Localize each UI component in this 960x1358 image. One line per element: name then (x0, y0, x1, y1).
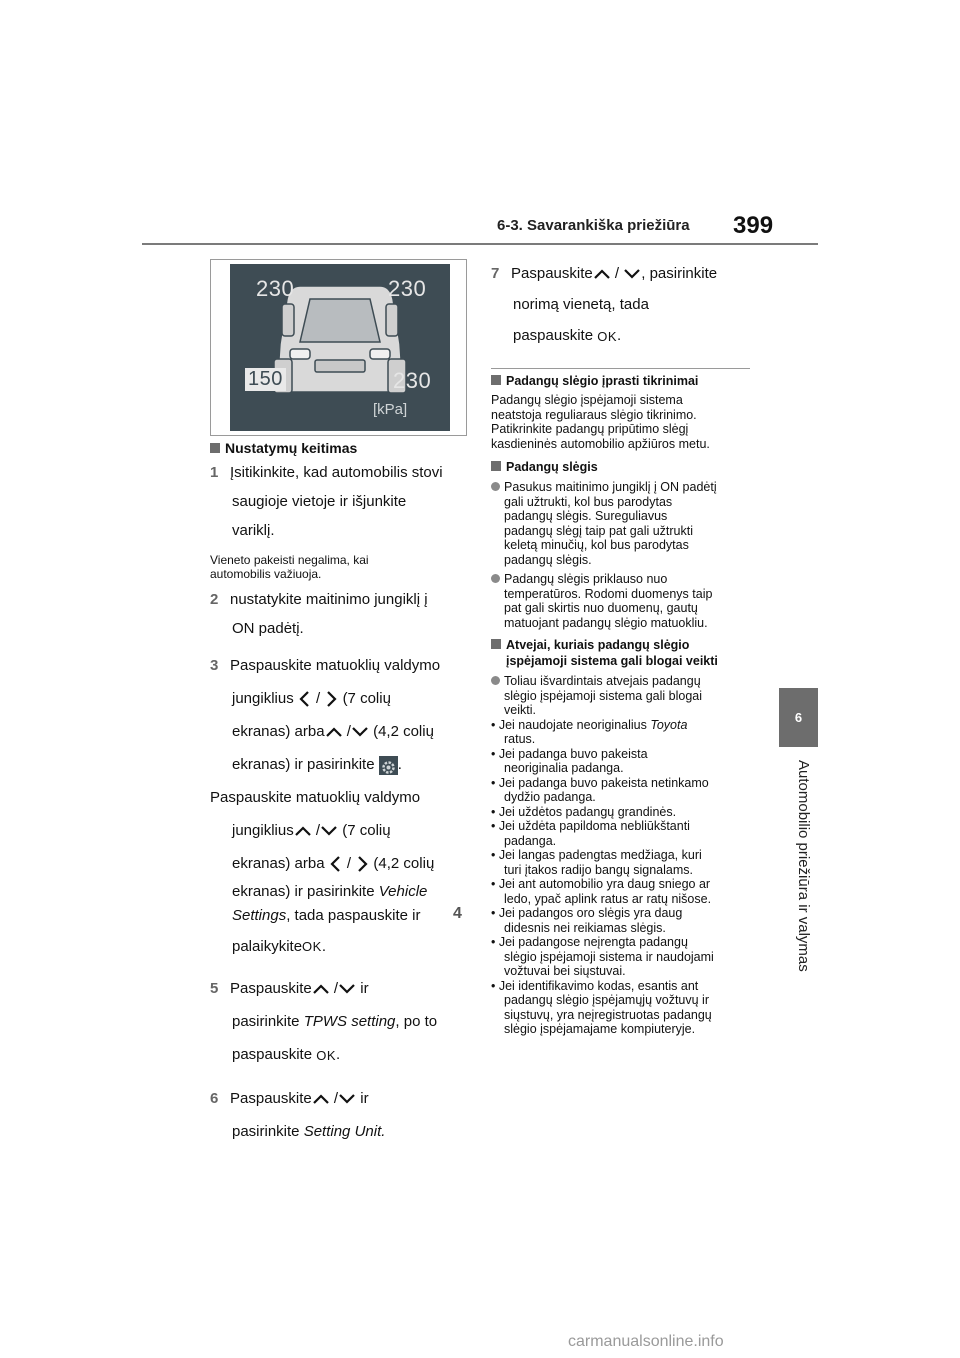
step-text: ekranas) arba (232, 723, 325, 740)
step-number: 6 (210, 1089, 219, 1107)
step-4-number: 4 (453, 905, 462, 922)
item-text: slėgio įspėjamajame kompiuteryje. (504, 1022, 696, 1036)
note-line: Vieneto pakeisti negalima, kai (210, 553, 369, 567)
section-heading (210, 440, 470, 456)
para-text: . (321, 938, 327, 955)
chapter-title: Automobilio priežiūra ir valymas (795, 760, 812, 972)
step-number: 7 (491, 265, 500, 282)
bullet-dot-icon (491, 574, 500, 583)
step-2 (210, 585, 470, 643)
subsection-title (491, 460, 751, 474)
chevron-up-icon (294, 825, 312, 837)
subsection-title (491, 374, 751, 388)
step-text: (4,2 colių (373, 723, 434, 740)
step-7 (491, 258, 751, 352)
header-divider (142, 243, 818, 245)
step-text: jungiklius (232, 690, 294, 707)
step-number: 5 (210, 980, 219, 998)
tire-pressure-display (230, 264, 450, 431)
item-text: didesnis nei reikiamas slėgis. (504, 920, 666, 935)
bullet-line: Pasukus maitinimo jungiklį į ON padėtį (504, 480, 717, 494)
item-text: dydžio padanga. (504, 790, 596, 804)
item-text: • Jei padanga buvo pakeista netinkamo (491, 775, 709, 790)
bullet-line: gali užtrukti, kol bus parodytas (504, 494, 673, 509)
step-text: Įsitikinkite, kad automobilis stovi (230, 464, 443, 481)
chevron-left-icon (298, 690, 312, 708)
bullet-line: pat gali skirtis nuo duomenų, gautų (504, 601, 698, 615)
step-text: Paspauskite matuoklių valdymo (230, 657, 441, 674)
chevron-right-icon (355, 855, 369, 873)
separator: / (346, 723, 351, 740)
rear-right-pressure: 230 (393, 368, 432, 393)
item-text: ratus. (504, 732, 536, 746)
list-item (491, 805, 751, 820)
separator: / (315, 822, 321, 839)
para-line: kasdieninės automobilio apžiūros metu. (491, 436, 710, 451)
chevron-up-icon (312, 1093, 330, 1105)
step-text: ekranas) ir pasirinkite (232, 756, 375, 773)
item-text: • Jei padanga buvo pakeista (491, 746, 648, 761)
step-text: . (617, 327, 622, 344)
list-item (491, 979, 751, 1037)
para-text: palaikykite (232, 938, 303, 955)
section-header: 6-3. Savarankiška priežiūra (497, 217, 690, 234)
item-text: • Jei uždėtos padangų grandinės. (491, 804, 677, 819)
step-text: . (397, 756, 402, 773)
list-item (491, 877, 751, 906)
item-text: ledo, ypač aplink ratus ar ratų nišose. (504, 891, 712, 906)
item-text: padangų slėgio įspėjamųjų vožtuvų ir (504, 993, 709, 1007)
item-text: • Jei padangose neįrengta padangų (491, 935, 688, 949)
brand-name: Toyota (650, 717, 688, 732)
ok-button-icon: OK (302, 939, 322, 955)
para-text: ekranas) ir pasirinkite (232, 883, 375, 900)
watermark[interactable]: carmanualsonline.info (568, 1333, 724, 1350)
square-bullet-icon (210, 443, 220, 453)
menu-name: Vehicle (378, 883, 428, 900)
step-text: pasirinkite (232, 1122, 300, 1140)
item-text: • Jei langas padengtas medžiaga, kuri (491, 848, 702, 862)
front-left-pressure: 230 (256, 276, 295, 301)
list-item (491, 906, 751, 935)
separator: / (333, 980, 339, 998)
paragraph (210, 781, 470, 966)
step-text: Paspauskite (511, 265, 593, 282)
bullet-item (491, 674, 751, 718)
front-right-pressure: 230 (388, 276, 427, 301)
list-item (491, 747, 751, 776)
note-line: automobilis važiuoja. (210, 567, 322, 581)
step-1 (210, 458, 470, 545)
item-text: turi įtakos radijo bangų signalams. (504, 862, 693, 877)
step-text: Paspauskite (230, 1089, 312, 1107)
chevron-down-icon (338, 1093, 356, 1105)
step-number: 1 (210, 464, 219, 481)
chevron-down-icon (338, 983, 356, 995)
square-bullet-icon (491, 375, 501, 385)
step-text: ON padėtį. (232, 620, 304, 637)
para-text: (7 colių (342, 822, 391, 839)
para-text: Paspauskite matuoklių valdymo (210, 789, 421, 806)
page-number: 399 (733, 212, 774, 239)
chapter-tab: 6 (779, 688, 818, 747)
step-text: pasirinkite (232, 1013, 300, 1031)
menu-name: TPWS setting (303, 1013, 396, 1031)
separator: / (346, 855, 352, 872)
note (210, 553, 470, 581)
list-item (491, 776, 751, 805)
settings-gear-icon (379, 756, 398, 775)
bullet-item (491, 480, 751, 567)
bullet-line: temperatūros. Rodomi duomenys taip (504, 586, 713, 601)
chevron-left-icon (329, 855, 343, 873)
square-bullet-icon (491, 639, 501, 649)
item-text: • Jei identifikavimo kodas, esantis ant (491, 978, 699, 993)
bullet-line: Padangų slėgis priklauso nuo (504, 572, 668, 586)
para-line: Patikrinkite padangų pripūtimo slėgį (491, 422, 689, 436)
bullet-dot-icon (491, 676, 500, 685)
list-item (491, 718, 751, 747)
step-text: saugioje vietoje ir išjunkite (232, 493, 407, 510)
left-column (210, 440, 470, 1148)
step-text: Paspauskite (230, 980, 312, 998)
subsection-title-text: Padangų slėgis (506, 460, 598, 474)
step-text: . (336, 1046, 341, 1064)
item-text: • Jei ant automobilio yra daug sniego ar (491, 877, 711, 891)
paragraph (491, 393, 751, 451)
item-text: vožtuvai bei siųstuvai. (504, 964, 626, 978)
item-text: • Jei uždėta papildoma nebliūkštanti (491, 819, 690, 833)
ok-button-icon: OK (597, 328, 618, 344)
bullet-list (491, 718, 751, 1037)
step-text: nustatykite maitinimo jungiklį į (230, 591, 428, 608)
step-text: , po to (395, 1013, 438, 1031)
bullet-line: padangų slėgis. Sureguliavus (504, 509, 668, 523)
subsection-title-text: Atvejai, kuriais padangų slėgio (506, 638, 690, 652)
separator: / (614, 265, 620, 282)
bullet-line: matuojant padangų slėgio matuokliu. (504, 615, 708, 630)
chevron-right-icon (324, 690, 338, 708)
bullet-line: keletą minučių, kol bus parodytas (504, 538, 689, 552)
para-text: ekranas) arba (232, 855, 325, 872)
pressure-unit: [kPa] (373, 401, 408, 418)
subsection-title (491, 637, 751, 669)
step-number: 2 (210, 591, 219, 608)
chevron-up-icon (325, 726, 343, 738)
list-item (491, 819, 751, 848)
step-6 (210, 1082, 470, 1148)
ok-button-icon: OK (316, 1047, 337, 1063)
subsection-title-text: Padangų slėgio įprasti tikrinimai (506, 374, 699, 388)
section-divider (491, 368, 750, 369)
chevron-down-icon (351, 726, 369, 738)
para-line: neatstoja reguliaraus slėgio tikrinimo. (491, 407, 697, 422)
bullet-line: padangų slėgį taip pat gali užtrukti (504, 523, 694, 538)
step-text: ir (360, 980, 369, 998)
step-3 (210, 649, 470, 781)
separator: / (316, 690, 321, 707)
bullet-dot-icon (491, 482, 500, 491)
chevron-down-icon (623, 268, 641, 280)
right-column (491, 258, 751, 352)
step-text: paspauskite (232, 1046, 313, 1064)
menu-name: Setting Unit. (303, 1122, 386, 1140)
step-text: (7 colių (342, 690, 391, 707)
step-text: norimą vienetą, tada (513, 296, 649, 313)
right-notes (491, 374, 751, 1037)
rear-left-pressure-warning: 150 (245, 368, 286, 391)
item-text: slėgio įspėjamoji sistema ir naudojami (504, 949, 714, 964)
para-text: , tada paspauskite ir (286, 907, 421, 924)
item-text: • Jei padangos oro slėgis yra daug (491, 906, 683, 920)
menu-name: Settings (232, 907, 287, 924)
step-text: ir (360, 1089, 369, 1107)
bullet-item (491, 572, 751, 630)
step-text: paspauskite (513, 327, 594, 344)
item-text: padanga. (504, 833, 557, 848)
chevron-down-icon (320, 825, 338, 837)
chevron-up-icon (593, 268, 611, 280)
bullet-line: Toliau išvardintais atvejais padangų (504, 674, 701, 688)
square-bullet-icon (491, 461, 501, 471)
bullet-line: veikti. (504, 703, 536, 717)
para-line: Padangų slėgio įspėjamoji sistema (491, 393, 683, 407)
bullet-line: padangų slėgis. (504, 552, 592, 567)
bullet-line: slėgio įspėjamoji sistema gali blogai (504, 688, 703, 703)
item-text: neoriginalia padanga. (504, 761, 624, 775)
step-5 (210, 972, 470, 1072)
separator: / (333, 1089, 339, 1107)
list-item (491, 848, 751, 877)
heading-text: Nustatymų keitimas (225, 440, 358, 456)
step-text: variklį. (232, 522, 275, 539)
chevron-up-icon (312, 983, 330, 995)
step-text: , pasirinkite (641, 265, 718, 282)
item-text: • Jei naudojate neoriginalius (491, 717, 651, 732)
list-item (491, 935, 751, 979)
subsection-title-text: įspėjamoji sistema gali blogai veikti (506, 654, 718, 668)
item-text: siųstuvų, yra neįregistruotas padangų (504, 1007, 712, 1022)
step-number: 3 (210, 657, 219, 674)
para-text: jungiklius (232, 822, 294, 839)
para-text: (4,2 colių (373, 855, 435, 872)
